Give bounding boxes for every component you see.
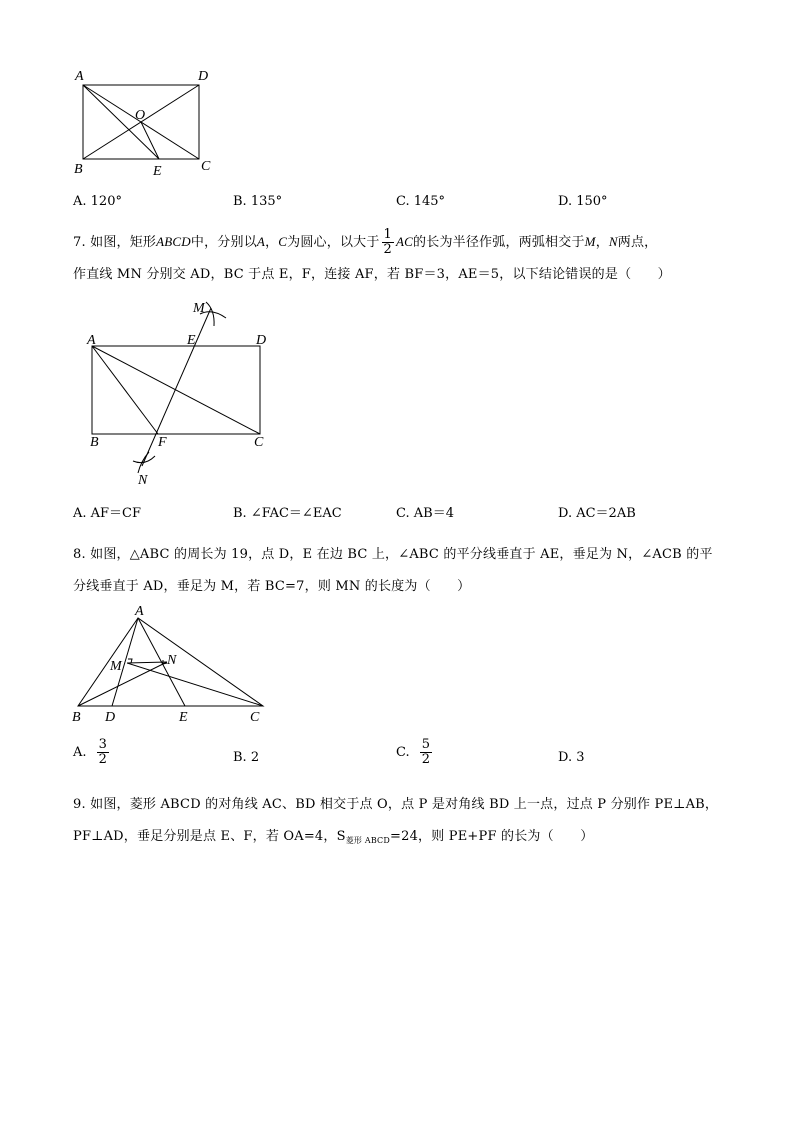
line-mn — [142, 308, 211, 466]
q7-option-d[interactable] — [558, 506, 636, 522]
q7-option-d-text: D. AC＝2AB — [558, 506, 636, 521]
q7-frac-num: 1 — [383, 227, 393, 242]
q6-option-a[interactable]: A. 120° — [73, 194, 122, 209]
figure-q8 — [68, 600, 278, 728]
q8-a-den: 2 — [98, 752, 107, 767]
label-f-q7: F — [158, 435, 167, 450]
q7-text-sep: ， — [265, 235, 279, 250]
q7-option-a-text: A. AF＝CF — [73, 506, 142, 521]
label-o: O — [135, 108, 146, 123]
q7-option-b[interactable] — [233, 506, 342, 522]
q9-line2-sub: 菱形 ABCD — [345, 836, 390, 845]
bisector-c — [127, 663, 263, 706]
q7-frac-den: 2 — [383, 242, 393, 257]
label-n-q8: N — [167, 653, 177, 668]
q8-option-c[interactable] — [396, 738, 434, 767]
q8-c-den: 2 — [421, 752, 431, 767]
q7-option-a[interactable] — [73, 506, 141, 522]
label-d: D — [198, 69, 209, 84]
q7-option-c[interactable] — [396, 506, 454, 522]
label-n-q7: N — [138, 473, 148, 488]
label-a-q8: A — [135, 604, 144, 619]
label-b-q7: B — [90, 435, 99, 450]
q8-a-num: 3 — [98, 737, 107, 752]
q7-text-m: M — [584, 234, 596, 249]
label-e: E — [153, 164, 162, 179]
q8-option-a-fraction — [97, 738, 109, 767]
q7-line1 — [73, 228, 657, 257]
label-c-q8: C — [250, 710, 260, 725]
q8-option-a[interactable] — [73, 738, 111, 767]
label-m-q8: M — [110, 659, 122, 674]
q8-c-num: 5 — [421, 737, 431, 752]
label-e-q7: E — [187, 333, 196, 348]
label-c: C — [201, 159, 211, 174]
q7-text-b: 中，分别以 — [190, 235, 257, 250]
q6-option-c[interactable]: C. 145° — [396, 194, 446, 209]
q7-text-pc: C — [278, 234, 288, 249]
label-d-q8: D — [105, 710, 116, 725]
q8-option-d[interactable]: D. 3 — [558, 750, 585, 765]
q7-text-n: N — [608, 234, 618, 249]
segment-ae — [83, 85, 159, 159]
q7-text-e: 两点， — [617, 235, 658, 250]
label-a-q7: A — [87, 333, 96, 348]
q9-line2-post: =24，则 PE+PF 的长为（ ） — [390, 829, 594, 844]
q7-line2: 作直线 MN 分别交 AD，BC 于点 E，F，连接 AF，若 BF＝3，AE＝5，以下结论错误的是（ ） — [73, 267, 671, 282]
q9-line1: 9. 如图，菱形 ABCD 的对角线 AC、BD 相交于点 O，点 P 是对角线 BD 上一点，过点 P 分别作 PE⊥AB， — [73, 797, 719, 812]
q7-text-pa: A — [256, 234, 266, 249]
label-c-q7: C — [254, 435, 264, 450]
q8-option-c-fraction — [420, 738, 432, 767]
q7-text-abcd: ABCD — [156, 234, 191, 249]
segment-mn — [127, 662, 167, 663]
label-b-q8: B — [72, 710, 81, 725]
label-b: B — [74, 162, 83, 177]
label-e-q8: E — [179, 710, 188, 725]
q8-line2: 分线垂直于 AD，垂足为 M，若 BC=7，则 MN 的长度为（ ） — [73, 579, 471, 594]
q8-option-a-prefix: A. — [73, 745, 87, 760]
q7-fraction — [382, 228, 394, 257]
figure-q6 — [60, 62, 230, 182]
q7-text-a: 7. 如图，矩形 — [73, 235, 157, 250]
q8-line1: 8. 如图，△ABC 的周长为 19，点 D，E 在边 BC 上，∠ABC 的平分线垂直于 AE，垂足为 N，∠ACB 的平 — [73, 547, 713, 562]
q7-option-b-text: B. ∠FAC＝∠EAC — [233, 506, 342, 521]
q7-text-ac: AC — [396, 234, 414, 249]
q7-option-c-text: C. AB＝4 — [396, 506, 454, 521]
q7-text-d: 的长为半径作弧，两弧相交于 — [413, 235, 585, 250]
q9-line2-pre: PF⊥AD，垂足分别是点 E、F，若 OA=4，S — [73, 829, 346, 844]
label-m-q7: M — [193, 301, 205, 316]
figure-q7 — [75, 298, 285, 493]
label-a: A — [75, 69, 84, 84]
q7-text-c: 为圆心，以大于 — [287, 235, 380, 250]
segment-af — [92, 346, 158, 434]
bisector-b — [78, 662, 167, 706]
arc-m-2 — [206, 302, 214, 326]
q9-line2 — [73, 828, 593, 850]
diagonal-ac-q7 — [92, 346, 260, 434]
right-angle-m — [128, 659, 132, 663]
q8-option-c-prefix: C. — [396, 745, 410, 760]
q6-option-d[interactable]: D. 150° — [558, 194, 608, 209]
label-d-q7: D — [256, 333, 267, 348]
q8-option-b[interactable]: B. 2 — [233, 750, 260, 765]
q7-text-sep2: ， — [595, 235, 609, 250]
q6-option-b[interactable]: B. 135° — [233, 194, 283, 209]
